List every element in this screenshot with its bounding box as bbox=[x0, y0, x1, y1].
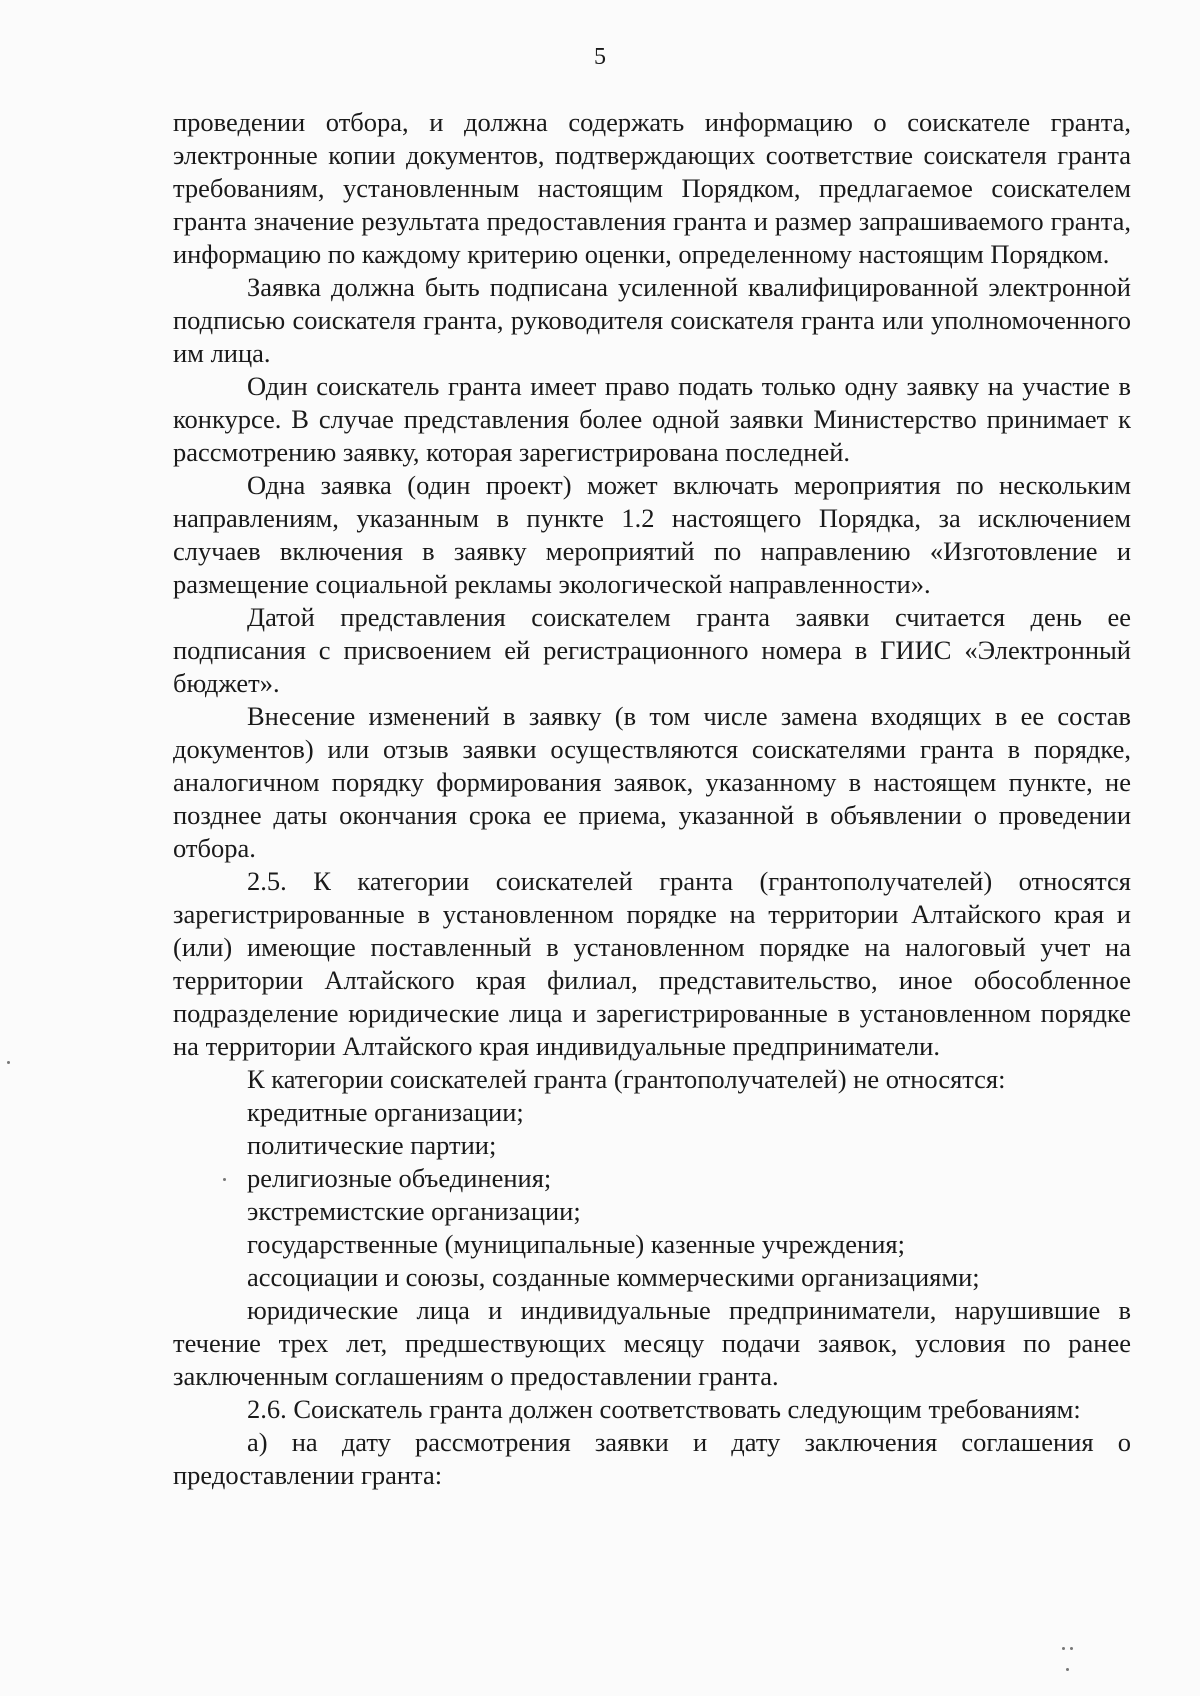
list-item: кредитные организации; bbox=[247, 1097, 524, 1127]
scan-speck bbox=[1066, 1668, 1069, 1671]
list-item: религиозные объединения; bbox=[247, 1163, 552, 1193]
paragraph-requirement-a: а) на дату рассмотрения заявки и дату заключения соглашения о предоставлении гранта: bbox=[173, 1427, 1131, 1490]
paragraph-violators: юридические лица и индивидуальные предприниматели, нарушившие в течение трех лет, предшествующих месяцу подачи заявок, условия по ранее заключенным соглашениям о предоставлении гранта. bbox=[173, 1295, 1131, 1391]
scan-speck bbox=[223, 1178, 226, 1181]
list-item: ассоциации и союзы, созданные коммерческими организациями; bbox=[247, 1262, 980, 1292]
paragraph-application-contents: проведении отбора, и должна содержать информацию о соискателе гранта, электронные копии документов, подтверждающих соответствие соискателя гранта требованиям, установленным настоящим Порядком, предлагаемое соискателем гранта значение результата предоставления гранта и размер запрашиваемого гранта, информацию по каждому критерию оценки, определенному настоящим Порядком. bbox=[173, 107, 1131, 269]
paragraph-one-project: Одна заявка (один проект) может включать мероприятия по нескольким направлениям, указанным в пункте 1.2 настоящего Порядка, за исключением случаев включения в заявку мероприятий по направлению «Изготовление и размещение социальной рекламы экологической направленности». bbox=[173, 470, 1131, 599]
paragraph-signature: Заявка должна быть подписана усиленной квалифицированной электронной подписью соискателя гранта, руководителя соискателя гранта или уполномоченного им лица. bbox=[173, 272, 1131, 368]
scan-speck bbox=[1070, 1647, 1073, 1650]
excluded-categories-list bbox=[173, 1096, 1131, 1294]
paragraph-one-application: Один соискатель гранта имеет право подать только одну заявку на участие в конкурсе. В случае представления более одной заявки Министерство принимает к рассмотрению заявку, которая зарегистрирована последней. bbox=[173, 371, 1131, 467]
page-number: 5 bbox=[594, 44, 606, 70]
list-item: государственные (муниципальные) казенные учреждения; bbox=[247, 1229, 905, 1259]
paragraph-excluded-intro: К категории соискателей гранта (грантополучателей) не относятся: bbox=[247, 1064, 1006, 1094]
scan-speck bbox=[7, 1061, 10, 1064]
scan-speck bbox=[1062, 1647, 1065, 1650]
list-item: экстремистские организации; bbox=[247, 1196, 581, 1226]
paragraph-section-2-6: 2.6. Соискатель гранта должен соответствовать следующим требованиям: bbox=[247, 1394, 1081, 1424]
list-item: политические партии; bbox=[247, 1130, 497, 1160]
paragraph-submission-date: Датой представления соискателем гранта заявки считается день ее подписания с присвоением ей регистрационного номера в ГИИС «Электронный бюджет». bbox=[173, 602, 1131, 698]
paragraph-section-2-5: 2.5. К категории соискателей гранта (грантополучателей) относятся зарегистрированные в установленном порядке на территории Алтайского края и (или) имеющие поставленный в установленном порядке на налоговый учет на территории Алтайского края филиал, представительство, иное обособленное подразделение юридические лица и зарегистрированные в установленном порядке на территории Алтайского края индивидуальные предприниматели. bbox=[173, 866, 1131, 1061]
document-body bbox=[173, 106, 1131, 1492]
paragraph-changes: Внесение изменений в заявку (в том числе замена входящих в ее состав документов) или отзыв заявки осуществляются соискателями гранта в порядке, аналогичном порядку формирования заявок, указанному в настоящем пункте, не позднее даты окончания срока ее приема, указанной в объявлении о проведении отбора. bbox=[173, 701, 1131, 863]
